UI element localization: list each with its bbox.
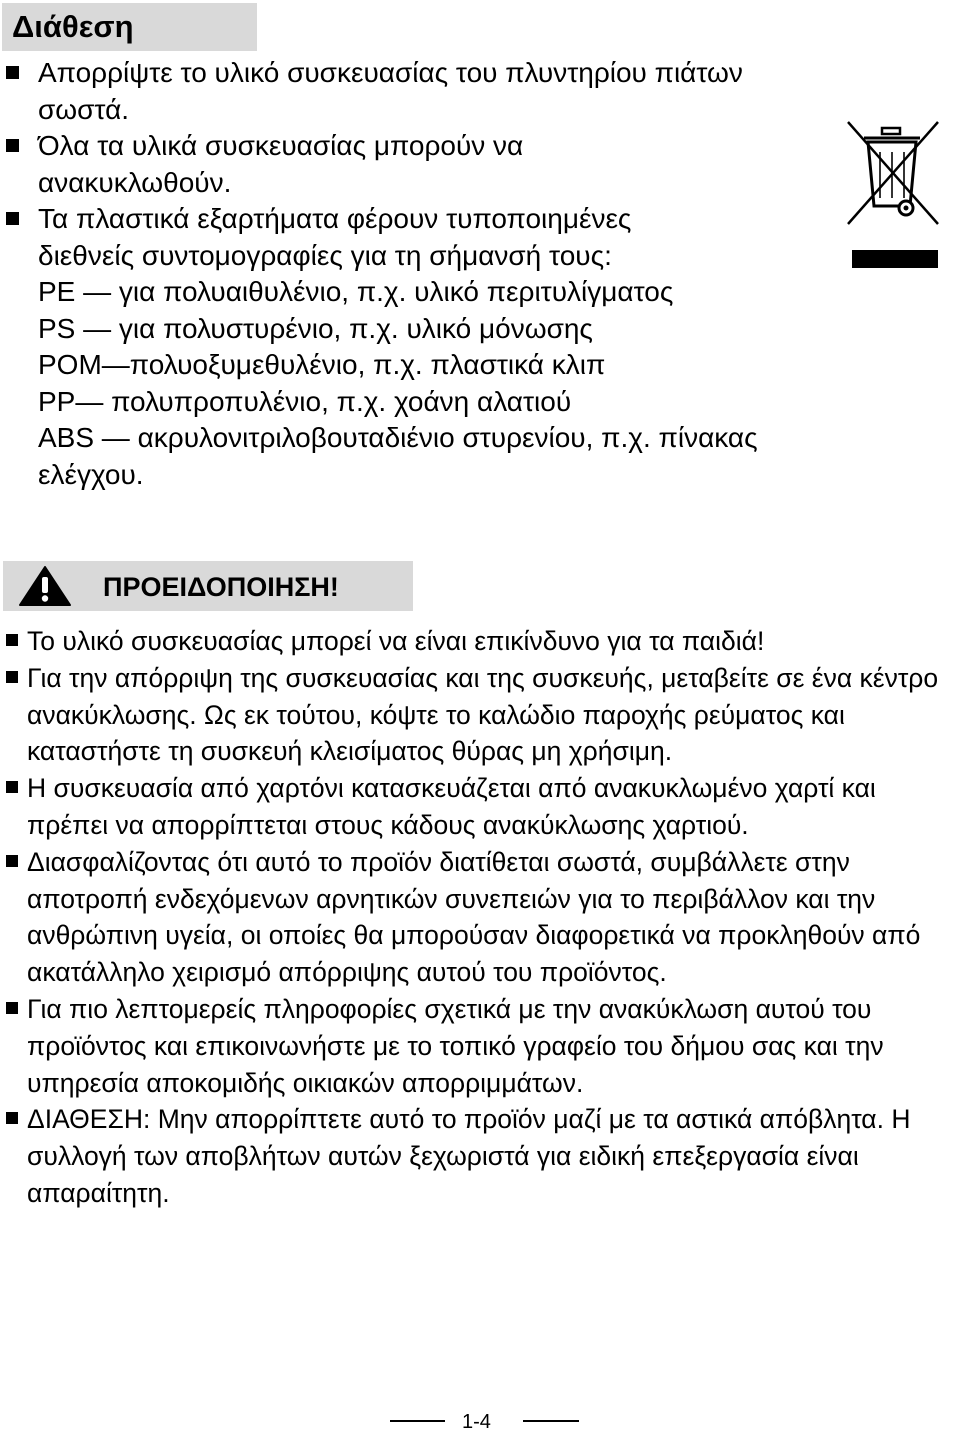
list-item-line: Όλα τα υλικά συσκευασίας μπορούν να bbox=[38, 130, 524, 161]
list-item-text: ΔΙΑΘΕΣΗ: Μην απορρίπτετε αυτό το προϊόν μαζί με τα αστικά απόβλητα. Η συλλογή των αποβλήτων αυτών ξεχωριστά για ειδική επεξεργασία είναι απαραίτητη. bbox=[27, 1104, 911, 1208]
bullet-icon bbox=[6, 671, 18, 683]
bullet-icon bbox=[6, 139, 19, 152]
page-footer bbox=[0, 1408, 960, 1438]
warning-label: ΠΡΟΕΙΔΟΠΟΙΗΣΗ! bbox=[103, 572, 339, 602]
crossed-out-wheelie-bin-icon bbox=[844, 118, 940, 270]
list-item bbox=[6, 1101, 960, 1211]
footer-rule-right bbox=[523, 1420, 579, 1422]
warning-list bbox=[6, 623, 960, 1212]
list-item-text: Η συσκευασία από χαρτόνι κατασκευάζεται από ανακυκλωμένο χαρτί και πρέπει να απορρίπτεται στους κάδους ανακύκλωσης χαρτιού. bbox=[27, 773, 876, 840]
page-number: 1-4 bbox=[462, 1411, 491, 1433]
list-item-line: διεθνείς συντομογραφίες για τη σήμανσή τους: bbox=[38, 239, 612, 271]
list-item bbox=[6, 55, 806, 128]
list-item-line: ανακυκλωθούν. bbox=[38, 166, 232, 198]
list-item-line: Τα πλαστικά εξαρτήματα φέρουν τυποποιημένες bbox=[38, 203, 632, 234]
abbreviation-pom: POM—πολυοξυμεθυλένιο, π.χ. πλαστικά κλιπ bbox=[38, 349, 606, 380]
list-item-text: Για την απόρριψη της συσκευασίας και της συσκευής, μεταβείτε σε ένα κέντρο ανακύκλωσης. Ως εκ τούτου, κόψτε το καλώδιο παροχής ρεύματος και καταστήστε τη συσκευή κλεισίματος θύρας μη χρήσιμη. bbox=[27, 662, 939, 767]
list-item-text: Για πιο λεπτομερείς πληροφορίες σχετικά με την ανακύκλωση αυτού του προϊόντος και επικοινωνήστε με το τοπικό γραφείο του δήμου σας και την υπηρεσία αποκομιδής οικιακών απορριμμάτων. bbox=[27, 993, 884, 1098]
abbreviation-pe: PE — για πολυαιθυλένιο, π.χ. υλικό περιτυλίγματος bbox=[38, 276, 674, 307]
list-item bbox=[6, 660, 960, 770]
abbreviation-abs: ABS — ακρυλονιτριλοβουταδιένιο στυρενίου, π.χ. πίνακας bbox=[38, 422, 758, 453]
list-item-text: Το υλικό συσκευασίας μπορεί να είναι επικίνδυνο για τα παιδιά! bbox=[27, 626, 765, 656]
list-item bbox=[6, 770, 960, 844]
warning-banner bbox=[3, 561, 413, 611]
section-title: Διάθεση bbox=[12, 9, 134, 44]
list-item-line: ελέγχου. bbox=[38, 458, 144, 490]
bullet-icon bbox=[6, 634, 18, 646]
list-item bbox=[6, 844, 960, 991]
bullet-icon bbox=[6, 1112, 18, 1124]
list-item bbox=[6, 623, 960, 660]
bullet-icon bbox=[6, 781, 18, 793]
disposal-list bbox=[6, 55, 806, 493]
list-item bbox=[6, 991, 960, 1101]
warning-triangle-icon bbox=[18, 565, 72, 607]
list-item-line: σωστά. bbox=[38, 93, 130, 125]
abbreviation-pp: PP— πολυπροπυλένιο, π.χ. χοάνη αλατιού bbox=[38, 385, 572, 417]
list-item-text: Διασφαλίζοντας ότι αυτό το προϊόν διατίθεται σωστά, συμβάλλετε στην αποτροπή ενδεχόμενων αρνητικών συνεπειών για το περιβάλλον και την ανθρώπινη υγεία, οι οποίες θα μπορούσαν διαφορετικά να προκληθούν από ακατάλληλο χειρισμό απόρριψης αυτού του προϊόντος. bbox=[27, 846, 921, 988]
bullet-icon bbox=[6, 212, 19, 225]
abbreviation-ps: PS — για πολυστυρένιο, π.χ. υλικό μόνωσης bbox=[38, 312, 593, 344]
list-item bbox=[6, 128, 806, 201]
bullet-icon bbox=[6, 1002, 18, 1014]
list-item bbox=[6, 201, 806, 493]
section-header bbox=[2, 3, 257, 51]
bullet-icon bbox=[6, 66, 19, 79]
bullet-icon bbox=[6, 855, 18, 867]
list-item-line: Απορρίψτε το υλικό συσκευασίας του πλυντηρίου πιάτων bbox=[38, 57, 743, 88]
footer-rule-left bbox=[390, 1420, 445, 1422]
